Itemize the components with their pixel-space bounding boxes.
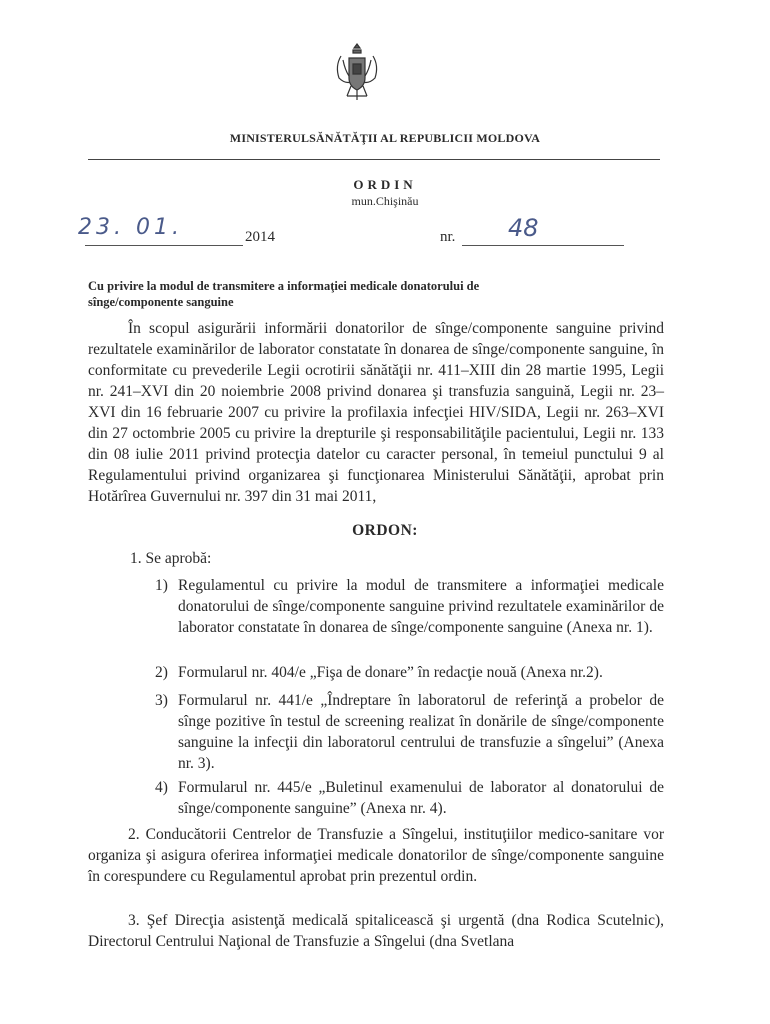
subitem-number: 4) — [155, 779, 168, 796]
subitem-4 — [155, 777, 664, 819]
order-subject: Cu privire la modul de transmitere a informaţiei medicale donatorului de sînge/componente sanguine — [88, 279, 480, 309]
number-label: nr. — [440, 229, 456, 245]
ministry-name: MINISTERULSĂNĂTĂŢII AL REPUBLICII MOLDOVA — [229, 131, 541, 145]
handwritten-number: 48 — [508, 214, 539, 242]
subitem-text: Formularul nr. 445/e „Buletinul examenului de laborator al donatorului de sînge/componente sanguine” (Anexa nr. 4). — [178, 779, 664, 817]
date-year: 2014 — [245, 229, 275, 245]
header-divider — [88, 159, 660, 160]
handwritten-date: 23. 01. — [78, 215, 183, 240]
subitem-number: 1) — [155, 577, 168, 594]
subitem-text: Formularul nr. 404/e „Fişa de donare” în redacţie nouă (Anexa nr.2). — [178, 664, 603, 681]
number-underline — [462, 245, 624, 246]
subitem-text: Formularul nr. 441/e „Îndreptare în laboratorul de referinţă a probelor de sînge pozitive în testul de screening realizat în donările de sînge/componente sanguine la infecţii din laboratorul centrului de transfuzie a sîngelui” (Anexa nr. 3). — [178, 692, 664, 772]
subitem-text: Regulamentul cu privire la modul de transmitere a informaţiei medicale donatorului de sînge/componente sanguine privind rezultatele examinărilor de laborator constatate în donarea de sînge/componente sanguine (Anexa nr. 1). — [178, 577, 664, 636]
item-1-label: 1. Se aprobă: — [130, 550, 212, 567]
subitem-number: 3) — [155, 692, 168, 709]
subitem-number: 2) — [155, 664, 168, 681]
intro-paragraph: În scopul asigurării informării donatorilor de sînge/componente sanguine privind rezultatele examinărilor de laborator constatate în donarea de sînge/componente sanguine, în conformitate cu prevederile Legii ocrotirii sănătăţii nr. 411–XIII din 28 martie 1995, Legii nr. 241–XVI din 20 noiembrie 2008 privind donarea şi transfuzia sanguină, Legii nr. 23–XVI din 16 februarie 2007 cu privire la profilaxia infecţiei HIV/SIDA, Legii nr. 263–XVI din 27 octombrie 2005 cu privire la drepturile şi responsabilităţile pacientului, Legii nr. 133 din 08 iulie 2011 privind protecţia datelor cu caracter personal, în temeiul punctului 9 al Regulamentului privind organizarea şi funcţionarea Ministerului Sănătăţii, aprobat prin Hotărîrea Guvernului nr. 397 din 31 mai 2011, — [88, 320, 664, 505]
subitem-2 — [155, 662, 664, 683]
subitem-1 — [155, 575, 664, 638]
item-2-paragraph: 2. Conducătorii Centrelor de Transfuzie a Sîngelui, instituţiilor medico-sanitare vor organiza şi asigura oferirea informaţiei medicale donatorilor de sînge/componente sanguine în corespundere cu Regulamentul aprobat prin prezentul ordin. — [88, 826, 664, 885]
coat-of-arms-icon — [333, 42, 381, 104]
date-underline — [85, 245, 243, 246]
document-type: ORDIN — [353, 177, 417, 192]
ordon-heading: ORDON: — [352, 522, 418, 539]
subitem-3 — [155, 690, 664, 774]
city: mun.Chişinău — [351, 194, 419, 208]
item-3-paragraph: 3. Şef Direcţia asistenţă medicală spitalicească şi urgentă (dna Rodica Scutelnic), Directorul Centrului Naţional de Transfuzie a Sîngelui (dna Svetlana — [88, 912, 664, 950]
